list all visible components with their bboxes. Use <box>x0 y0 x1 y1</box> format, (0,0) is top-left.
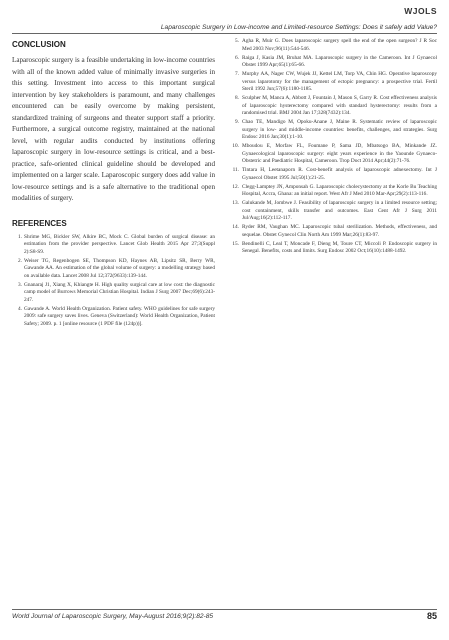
reference-text: Ryder RM, Vaughan MC. Laparoscopic tubal sterilization. Methods, effectiveness, and sequelae. Obstet Gynecol Clin North Am 1999 Mar;26(1):83-97. <box>242 224 437 238</box>
right-column <box>227 38 437 257</box>
reference-text: Raiga J, Kasia JM, Bruhat MA. Laparoscopic surgery in the Cameroon. Int J Gynaecol Obstet 1999 Apr;65(1):65-66. <box>242 54 437 68</box>
reference-list-right <box>227 38 437 256</box>
header-rule <box>12 33 437 34</box>
reference-text: Bendinelli C, Leal T, Moncade F, Dieng M, Toure CT, Miccoli P. Endoscopic surgery in Senegal. Benefits, costs and limits. Surg Endosc 2002 Oct;16(10):1488-1492. <box>242 240 437 254</box>
footer-journal-info: World Journal of Laparoscopic Surgery, May-August 2016;9(2):82-85 <box>12 613 214 620</box>
reference-item <box>227 95 437 118</box>
reference-text: Weiser TG, Regenbogen SE, Thompson KD, Haynes AB, Lipsitz SR, Berry WR, Gawande AA. An estimation of the global volume of surgery: a modelling strategy based on available data. Lancet 2008 Jul 12;372(9633):139-144. <box>24 257 215 279</box>
reference-list-left <box>12 234 215 329</box>
reference-number: 5. <box>235 38 239 44</box>
reference-item <box>227 241 437 256</box>
journal-tag: WJOLS <box>404 6 437 16</box>
reference-number: 4. <box>18 305 22 312</box>
reference-number: 7. <box>235 71 239 77</box>
reference-number: 2. <box>18 257 22 264</box>
page-number: 85 <box>426 611 437 621</box>
reference-item <box>227 71 437 94</box>
reference-item <box>227 200 437 223</box>
reference-item <box>227 224 437 239</box>
footer-rule <box>12 609 437 610</box>
references-heading: REFERENCES <box>12 218 67 228</box>
reference-item <box>12 258 215 281</box>
reference-text: Agha R, Muir G. Does laparoscopic surgery spell the end of the open surgeon? J R Soc Med 2003 Nov;96(11):544-546. <box>242 38 437 52</box>
conclusion-paragraph: Laparoscopic surgery is a feasible undertaking in low-income countries with all of the known added value of minimally invasive surgeries in this setting. Investment into access to this important surgical intervention by key stakeholders is paramount, and many challenges encountered can be easily overcome by making persistent, standardized training of surgeons and theater support staff a priority. Furthermore, a surgical outcome registry, maintained at the national level, with regular audits conducted by institutions offering laparoscopic surgery in low-resource settings is critical, and a best-practice, safe-oriented clinical guideline should be developed and implemented on a larger scale. Laparoscopic surgery does add value in low-resource settings and is a safe alternative to the traditional open modalities of surgery. <box>12 56 215 202</box>
reference-number: 3. <box>18 281 22 288</box>
reference-number: 14. <box>232 224 239 230</box>
reference-item <box>227 143 437 166</box>
reference-number: 10. <box>232 143 239 149</box>
reference-item <box>227 38 437 53</box>
reference-number: 9. <box>235 119 239 125</box>
reference-text: Galukande M, Jombwe J. Feasibility of laparoscopic surgery in a limited resource setting; cost containment, skills transfer and outcomes. East Cent Afr J Surg 2011 Jul/Aug;16(2):112-117. <box>242 200 437 221</box>
reference-text: Tintara H, Leetanaporn R. Cost-benefit analysis of laparoscopic adnexectomy. Int J Gynaecol Obstet 1995 Jul;50(1):21-25. <box>242 167 437 181</box>
reference-text: Chao TE, Mandigo M, Opoku-Anane J, Maine R. Systematic review of laparoscopic surgery in low- and middle-income countries: benefits, challenges, and strategies. Surg Endosc 2016 Jan;30(1):1-10. <box>242 119 437 140</box>
reference-item <box>12 306 215 329</box>
reference-item <box>227 119 437 142</box>
reference-text: Gawande A. World Health Organization. Patient safety. WHO guidelines for safe surgery 2009: safe surgery saves lives. Geneva (Switzerland): World Health Organization, Patient Safety; 2009. p. 1 [online resource (1 PDF file (124p))]. <box>24 305 215 327</box>
reference-number: 6. <box>235 54 239 61</box>
reference-text: Mboudou E, Morfaw FL, Foumane P, Sama JD, Mbatsogo BA, Minkande JZ. Gynaecological laparoscopic surgery: eight years experience in the Yaounde Gynaeco-Obstetric and Paediatric Hospital, Cameroon. Trop Doct 2014 Apr;44(2):71-76. <box>242 143 437 164</box>
reference-text: Shrime MG, Bickler SW, Alkire BC, Mock C. Global burden of surgical disease: an estimation from the provider perspective. Lancet Glob Health 2015 Apr 27;3(Suppl 2):S8-S9. <box>24 233 215 255</box>
reference-number: 12. <box>232 183 239 190</box>
reference-number: 11. <box>232 167 239 173</box>
reference-item <box>12 282 215 305</box>
reference-text: Gnanaraj J1, Xiang X, Khiangte H. High quality surgical care at low cost: the diagnostic camp model of Burrows Memorial Christian Hospital. Indian J Surg 2007 Dec;69(6):243-247. <box>24 281 215 303</box>
reference-number: 13. <box>232 200 239 206</box>
reference-number: 1. <box>18 233 22 240</box>
reference-text: Clegg-Lamptey JN, Amponsah G. Laparoscopic cholecystectomy at the Korle Bu Teaching Hospital, Accra, Ghana: an initial report. West Afr J Med 2010 Mar-Apr;29(2):113-116. <box>242 183 437 197</box>
left-column <box>12 38 215 330</box>
reference-item <box>12 234 215 257</box>
reference-text: Murphy AA, Nager CW, Wujek JJ, Kettel LM, Torp VA, Chin HG. Operative laparoscopy versus laparotomy for the management of ectopic pregnancy: a prospective trial. Fertil Steril 1992 Jun;57(6):1180-1185. <box>242 71 437 92</box>
reference-number: 8. <box>235 95 239 101</box>
running-title: Laparoscopic Surgery in Low-income and Limited-resource Settings: Does it safely add Value? <box>160 24 437 31</box>
reference-number: 15. <box>232 240 239 247</box>
conclusion-heading: CONCLUSION <box>12 40 66 49</box>
reference-item <box>227 55 437 70</box>
reference-item <box>227 184 437 199</box>
reference-item <box>227 167 437 182</box>
reference-text: Sculpher M, Manca A, Abbott J, Fountain J, Mason S, Garry R. Cost effectiveness analysis of laparoscopic hysterectomy compared with standard hysterectomy: results from a randomised trial. BMJ 2004 Jan 17;328(7432):134. <box>242 95 437 116</box>
